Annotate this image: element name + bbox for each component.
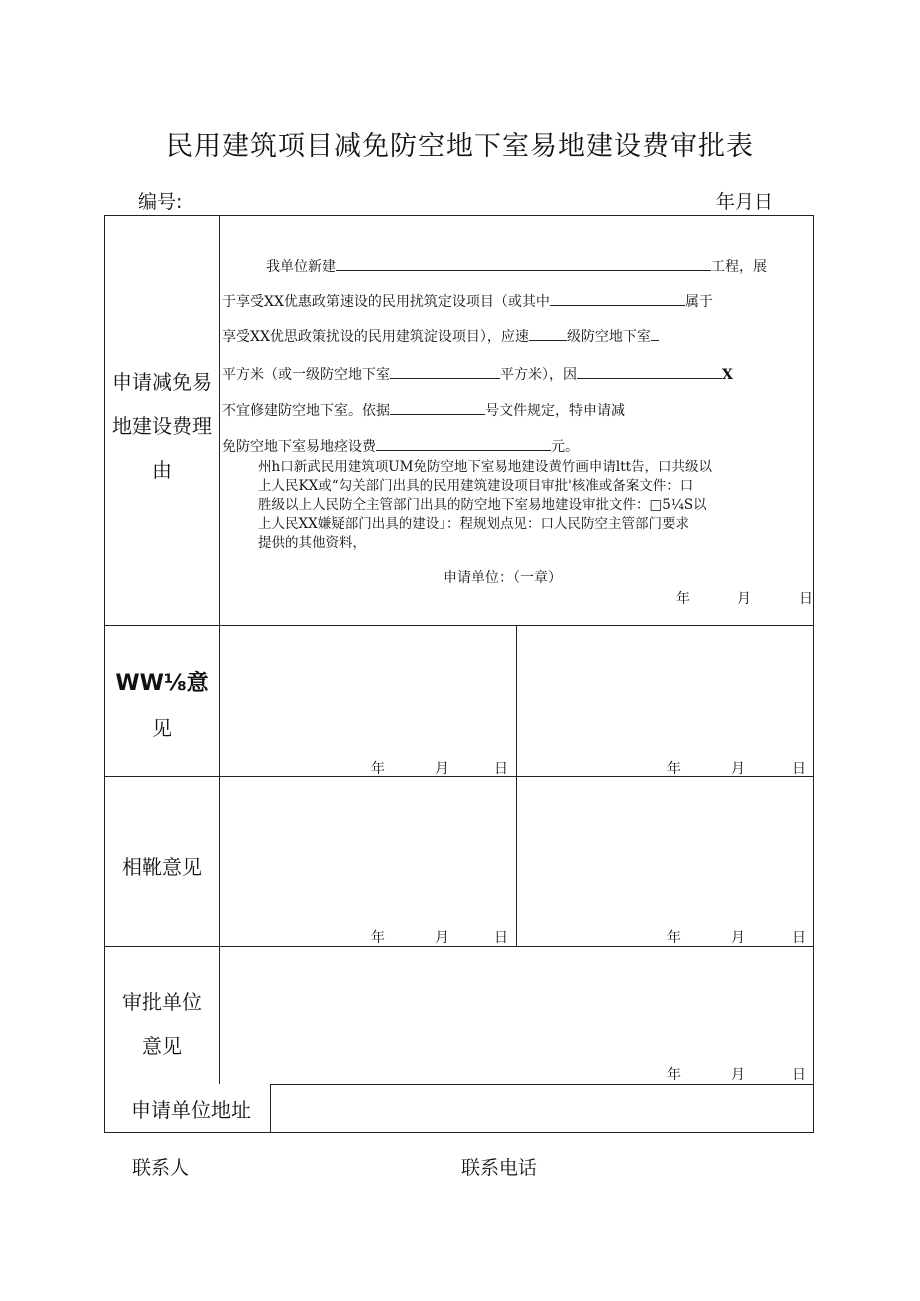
- application-line-4: 平方米（或一级防空地下室 平方米），因 X: [222, 367, 733, 383]
- opinion-label-2: 相靴意见: [122, 855, 202, 879]
- application-line-3: 享受XX优思政策扰设的民用建筑淀设项目），应速 级防空地下室: [222, 326, 659, 346]
- attachment-line-1: 州h口新武民用建筑项UM免防空地下室易地建设黄竹画申请ltt告，口共级以: [258, 459, 713, 475]
- approval-opinion-label: 审批单位 意见: [122, 990, 202, 1058]
- label-column-divider: [219, 215, 220, 1084]
- opinion-column-divider: [516, 625, 517, 946]
- application-line-5: 不宜修建防空地下室。依据 号文件规定，特申请减: [222, 403, 625, 419]
- row-divider-2: [104, 776, 814, 777]
- attachment-line-2: 上人民KX或“勾关部门出具的民用建筑建设项目审批'核准或备案文件：口: [258, 478, 694, 494]
- attachment-line-4: 上人民XX嫌疑部门出具的建设」：程规划点见：口人民防空主管部门要求: [258, 516, 689, 532]
- form-title: 民用建筑项目减免防空地下室易地建设费审批表: [166, 131, 754, 162]
- row-divider-1: [104, 625, 814, 626]
- application-line-6: 免防空地下室易地痉设费 元。: [222, 439, 579, 455]
- application-line-2: 于享受XX优惠政第速设的民用扰筑定设项目（或其中 属于: [222, 294, 713, 310]
- row-divider-3: [104, 946, 814, 947]
- application-reason-label: 申请减免易 地建设费理 由: [112, 370, 212, 482]
- applicant-signature: 申请单位：（一章）: [443, 570, 562, 586]
- attachment-line-5: 提供的其他资料，: [258, 535, 366, 551]
- number-label: 编号:: [138, 191, 183, 213]
- contact-label: 联系人: [132, 1157, 190, 1179]
- phone-label: 联系电话: [461, 1157, 538, 1179]
- attachment-line-3: 胜级以上人民防仝主管部门出具的防空地下室易地建设审批文件：□5¼S以: [258, 497, 707, 513]
- header-date-label: 年月日: [716, 191, 774, 213]
- address-field[interactable]: [271, 1085, 813, 1132]
- address-label: 申请单位地址: [131, 1098, 251, 1122]
- opinion-label-1: WW⅛意 见: [115, 671, 209, 740]
- application-line-1: 我单位新建 工程，展: [266, 259, 767, 275]
